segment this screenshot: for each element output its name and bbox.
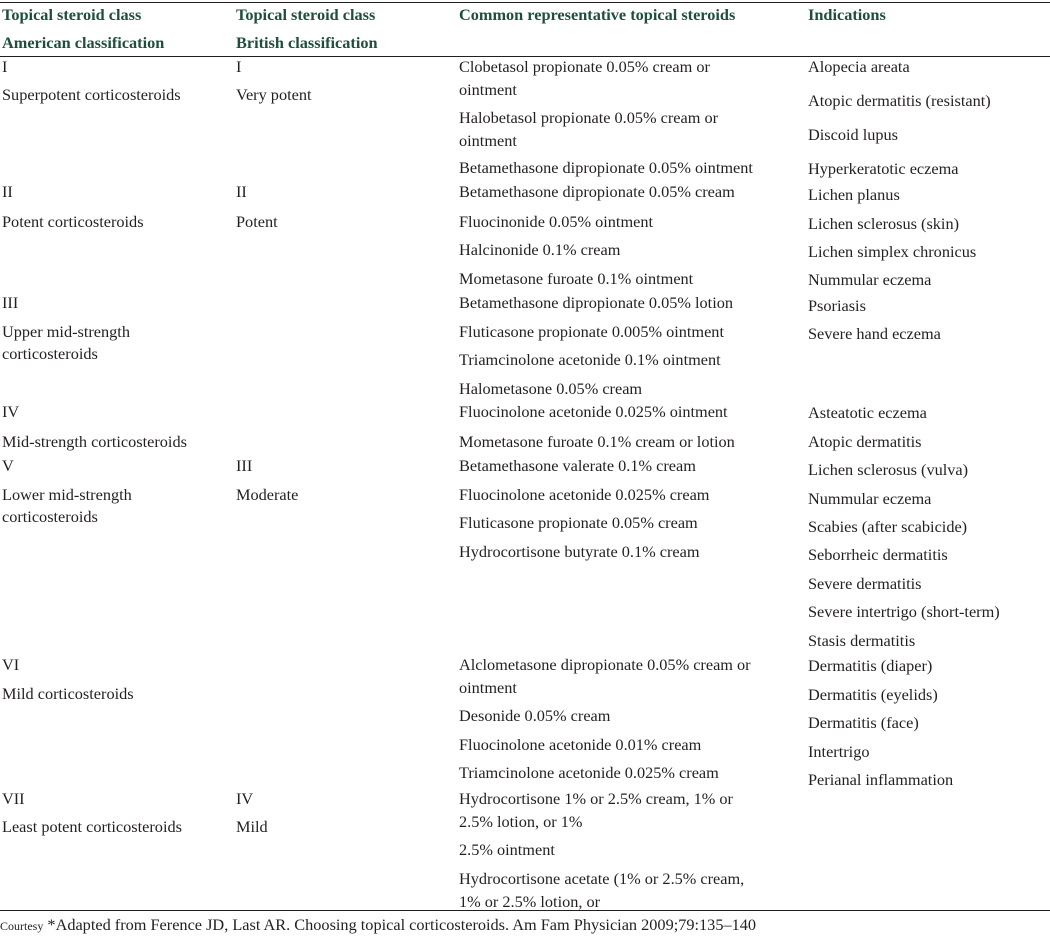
steroid-entry: Hydrocortisone acetate (1% or 2.5% cream, [459,869,745,888]
indication-entry: Scabies (after scabicide) [808,517,968,536]
header-col2-line: British classification [236,33,378,52]
indication-entry: Severe intertrigo (short-term) [808,602,1000,621]
header-col2-line: Topical steroid class [236,5,376,24]
american-class-cell: corticosteroids [2,344,98,363]
american-class-cell: IV [2,402,20,421]
american-class-cell: corticosteroids [2,507,98,526]
indication-entry: Severe hand eczema [808,324,941,343]
american-class-cell: Superpotent corticosteroids [2,85,181,104]
indication-entry: Psoriasis [808,296,866,315]
header-col4-line: Indications [808,5,886,24]
indication-entry: Lichen simplex chronicus [808,242,977,261]
footnote [0,915,756,935]
steroid-entry: 2.5% ointment [459,840,555,859]
british-class-cell: III [236,456,253,475]
indication-entry: Lichen sclerosus (vulva) [808,460,969,479]
steroid-entry: Triamcinolone acetonide 0.1% ointment [459,350,721,369]
british-class-cell: II [236,182,247,201]
steroid-entry: Halobetasol propionate 0.05% cream or [459,108,719,127]
american-class-cell: Mild corticosteroids [2,684,134,703]
indication-entry: Hyperkeratotic eczema [808,159,959,178]
british-class-cell: Potent [236,212,278,231]
indication-entry: Nummular eczema [808,270,932,289]
steroid-entry: Betamethasone valerate 0.1% cream [459,456,696,475]
indication-entry: Perianal inflammation [808,770,954,789]
steroid-entry: Betamethasone dipropionate 0.05% cream [459,182,735,201]
steroid-entry: 2.5% lotion, or 1% [459,811,583,831]
american-class-cell: Upper mid-strength [2,322,130,341]
indication-entry: Lichen planus [808,185,900,204]
steroid-entry: Alclometasone dipropionate 0.05% cream or [459,655,751,674]
footnote-label: Courtesy [0,919,44,933]
indication-entry: Intertrigo [808,742,870,761]
indication-entry: Seborrheic dermatitis [808,545,948,564]
steroid-entry: Desonide 0.05% cream [459,706,611,725]
american-class-cell: II [2,182,13,201]
steroid-entry: Betamethasone dipropionate 0.05% lotion [459,293,734,312]
steroid-entry: Fluticasone propionate 0.005% ointment [459,322,724,341]
american-class-cell: Mid-strength corticosteroids [2,432,187,451]
steroid-entry: Hydrocortisone 1% or 2.5% cream, 1% or [459,789,733,808]
steroid-entry: 1% or 2.5% lotion, or [459,891,601,911]
steroid-entry: Fluticasone propionate 0.05% cream [459,513,698,532]
steroid-entry: ointment [459,130,517,150]
steroid-entry: Mometasone furoate 0.1% cream or lotion [459,432,735,451]
steroid-entry: ointment [459,677,517,697]
british-class-cell: I [236,57,242,76]
american-class-cell: V [2,456,14,475]
steroid-entry: Fluocinolone acetonide 0.01% cream [459,735,702,754]
steroid-entry: Fluocinonide 0.05% ointment [459,212,653,231]
american-class-cell: I [2,57,8,76]
indication-entry: Stasis dermatitis [808,631,916,650]
american-class-cell: Least potent corticosteroids [2,817,182,836]
british-class-cell: Mild [236,817,268,836]
indication-entry: Nummular eczema [808,489,932,508]
top-rule [0,2,1050,3]
american-class-cell: Lower mid-strength [2,485,132,504]
american-class-cell: VII [2,789,25,808]
indication-entry: Lichen sclerosus (skin) [808,214,960,233]
steroid-entry: Hydrocortisone butyrate 0.1% cream [459,542,700,561]
footnote-text: *Adapted from Ference JD, Last AR. Choosing topical corticosteroids. Am Fam Physician 2009;79:135–140 [47,915,757,934]
american-class-cell: Potent corticosteroids [2,212,144,231]
british-class-cell: Very potent [236,85,312,104]
indication-entry: Dermatitis (eyelids) [808,685,938,704]
american-class-cell: VI [2,655,20,674]
steroid-entry: Betamethasone dipropionate 0.05% ointment [459,158,753,177]
header-col1-line: American classification [2,33,165,52]
steroid-entry: Triamcinolone acetonide 0.025% cream [459,763,719,782]
steroid-entry: ointment [459,79,517,99]
steroid-entry: Mometasone furoate 0.1% ointment [459,269,694,288]
indication-entry: Dermatitis (face) [808,713,919,732]
steroid-entry: Halometasone 0.05% cream [459,379,643,398]
indication-entry: Atopic dermatitis [808,432,922,451]
indication-entry: Alopecia areata [808,57,910,76]
indication-entry: Severe dermatitis [808,574,922,593]
indication-entry: Dermatitis (diaper) [808,656,933,675]
steroid-entry: Clobetasol propionate 0.05% cream or [459,57,710,76]
indication-entry: Discoid lupus [808,125,899,144]
steroid-entry: Halcinonide 0.1% cream [459,240,621,259]
header-col3-line: Common representative topical steroids [459,5,736,24]
indication-entry: Atopic dermatitis (resistant) [808,91,991,110]
header-col1-line: Topical steroid class [2,5,142,24]
american-class-cell: III [2,293,19,312]
british-class-cell: IV [236,789,254,808]
steroid-entry: Fluocinolone acetonide 0.025% ointment [459,402,728,421]
indication-entry: Asteatotic eczema [808,403,927,422]
steroid-entry: Fluocinolone acetonide 0.025% cream [459,485,710,504]
british-class-cell: Moderate [236,485,299,504]
